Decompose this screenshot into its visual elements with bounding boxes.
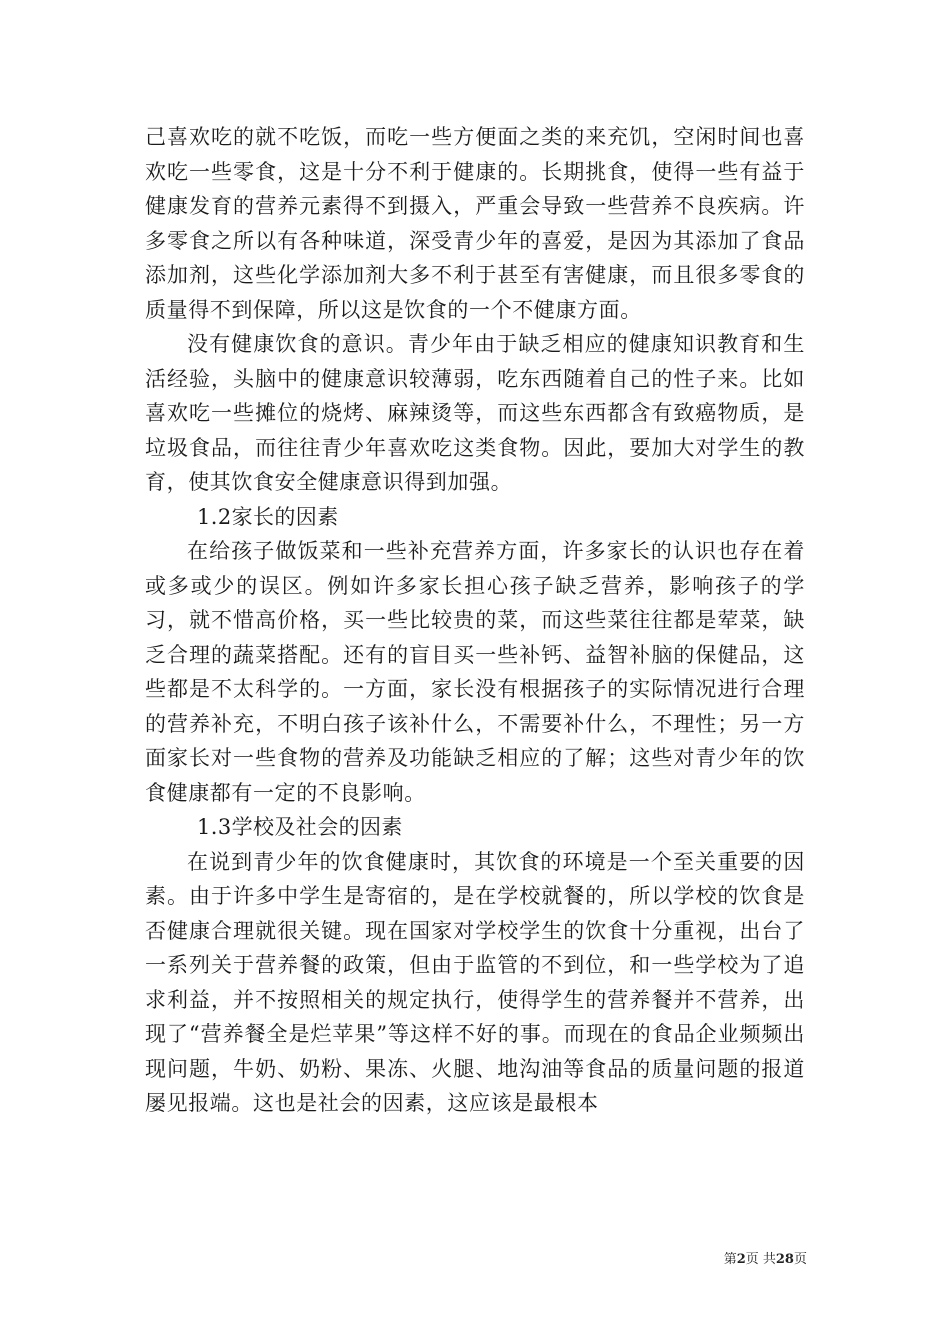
document-body [145, 120, 805, 1121]
footer-current-page: 2 [736, 1252, 746, 1267]
section-heading-parents: 1.2家长的因素 [197, 504, 339, 529]
paragraph-health-awareness: 没有健康饮食的意识。青少年由于缺乏相应的健康知识教育和生活经验，头脑中的健康意识较薄弱，吃东西随着自己的性子来。比如喜欢吃一些摊位的烧烤、麻辣烫等，而这些东西都含有致癌物质，是垃圾食品，而往往青少年喜欢吃这类食物。因此，要加大对学生的教育，使其饮食安全健康意识得到加强。 [145, 332, 805, 494]
section-heading-school-society: 1.3学校及社会的因素 [197, 815, 403, 839]
footer-total-pages: 28 [775, 1252, 794, 1267]
paragraph-continuation: 己喜欢吃的就不吃饭，而吃一些方便面之类的来充饥，空闲时间也喜欢吃一些零食，这是十分不利于健康的。长期挑食，使得一些有益于健康发育的营养元素得不到摄入，严重会导致一些营养不良疾病。许多零食之所以有各种味道，深受青少年的喜爱，是因为其添加了食品添加剂，这些化学添加剂大多不利于甚至有害健康，而且很多零食的质量得不到保障，所以这是饮食的一个不健康方面。 [145, 125, 805, 322]
paragraph-school-society: 在说到青少年的饮食健康时，其饮食的环境是一个至关重要的因素。由于许多中学生是寄宿的，是在学校就餐的，所以学校的饮食是否健康合理就很关键。现在国家对学校学生的饮食十分重视，出台了一系列关于营养餐的政策，但由于监管的不到位，和一些学校为了追求利益，并不按照相关的规定执行，使得学生的营养餐并不营养，出现了“营养餐全是烂苹果”等这样不好的事。而现在的食品企业频频出现问题，牛奶、奶粉、果冻、火腿、地沟油等食品的质量问题的报道屡见报端。这也是社会的因素，这应该是最根本 [145, 849, 805, 1115]
footer-suffix: 页 [793, 1252, 807, 1267]
footer-middle: 页 共 [745, 1252, 776, 1267]
footer-prefix: 第 [723, 1252, 737, 1267]
paragraph-parents: 在给孩子做饭菜和一些补充营养方面，许多家长的认识也存在着或多或少的误区。例如许多家长担心孩子缺乏营养，影响孩子的学习，就不惜高价格，买一些比较贵的菜，而这些菜往往都是荤菜，缺乏合理的蔬菜搭配。还有的盲目买一些补钙、益智补脑的保健品，这些都是不太科学的。一方面，家长没有根据孩子的实际情况进行合理的营养补充，不明白孩子该补什么，不需要补什么，不理性；另一方面家长对一些食物的营养及功能缺乏相应的了解；这些对青少年的饮食健康都有一定的不良影响。 [145, 539, 805, 805]
page-number-footer [724, 1248, 807, 1267]
